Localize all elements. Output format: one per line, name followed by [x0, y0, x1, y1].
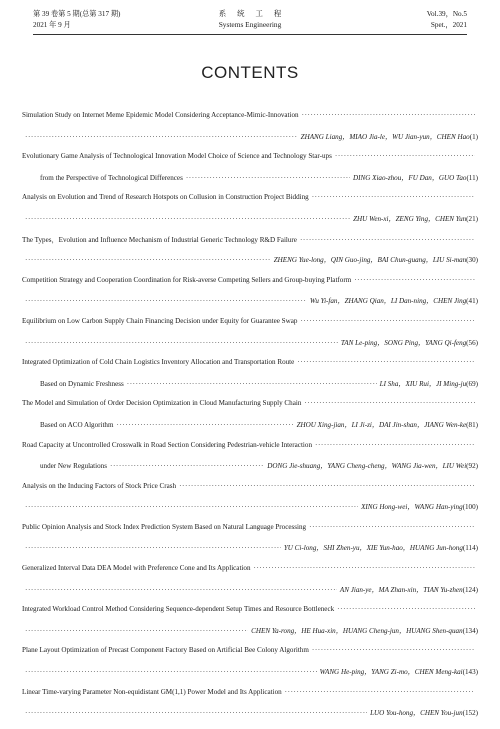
table-of-contents — [22, 111, 478, 729]
article-title: Plane Layout Optimization of Precast Component Factory Based on Artificial Bee Colony Algorithm — [22, 646, 309, 655]
page-number: (114) — [462, 544, 478, 553]
article-title: Competition Strategy and Cooperation Coordination for Risk-averse Competing Sellers and Group-buying Platform — [22, 275, 352, 284]
dot-leader — [312, 646, 475, 654]
toc-author-line — [22, 626, 478, 647]
page-number: (21) — [466, 214, 478, 223]
toc-entry[interactable] — [22, 111, 478, 152]
toc-entry[interactable] — [22, 193, 478, 234]
toc-author-line — [22, 543, 478, 564]
article-authors: TAN Le-ping，SONG Ping，YANG Qi-feng — [340, 338, 467, 347]
page-number: (143) — [462, 668, 478, 677]
toc-author-line — [22, 585, 478, 606]
dot-leader — [25, 339, 338, 347]
toc-entry[interactable] — [22, 441, 478, 482]
article-title: Integrated Optimization of Cold Chain Logistics Inventory Allocation and Transportation Route — [22, 358, 295, 367]
article-title: Equilibrium on Low Carbon Supply Chain Financing Decision under Equity for Guarantee Swap — [22, 316, 298, 325]
article-title-continuation: Based on Dynamic Freshness — [40, 379, 124, 388]
toc-author-line — [22, 708, 478, 729]
article-title: Linear Time-varying Parameter Non-equidistant GM(1,1) Power Model and Its Application — [22, 687, 282, 696]
dot-leader — [312, 193, 475, 201]
article-title: The Model and Simulation of Order Decision Optimization in Cloud Manufacturing Supply Chain — [22, 399, 302, 408]
dot-leader — [254, 564, 476, 572]
header-rule — [33, 34, 467, 35]
dot-leader — [110, 462, 264, 470]
page-number: (134) — [462, 626, 478, 635]
toc-entry[interactable] — [22, 152, 478, 193]
toc-entry[interactable] — [22, 358, 478, 399]
toc-title-line — [22, 399, 478, 420]
toc-entry[interactable] — [22, 482, 478, 523]
article-title: Evolutionary Game Analysis of Technological Innovation Model Choice of Science and Technology Star-ups — [22, 152, 332, 161]
page-number: (124) — [462, 585, 478, 594]
article-authors: WANG He-ping，YANG Zi-mo，CHEN Meng-kai — [319, 668, 463, 677]
dot-leader — [186, 174, 350, 182]
toc-title-line — [22, 688, 478, 709]
toc-author-line — [22, 420, 478, 441]
article-authors: LUO You-hong，CHEN You-jun — [370, 709, 463, 718]
page-number: (1) — [469, 132, 478, 141]
header-right — [427, 9, 467, 30]
toc-author-line — [22, 173, 478, 194]
toc-author-line — [22, 214, 478, 235]
page-number: (56) — [466, 338, 478, 347]
article-authors: XING Hong-wei，WANG Han-ying — [361, 503, 463, 512]
dot-leader — [179, 482, 475, 490]
toc-author-line — [22, 132, 478, 153]
page-number: (30) — [466, 256, 478, 265]
article-authors: ZHOU Xing-jian，LI Ji-zi，DAI Jin-shan，JIANG Wen-ke — [296, 420, 467, 429]
dot-leader — [127, 380, 377, 388]
toc-entry[interactable] — [22, 399, 478, 440]
dot-leader — [25, 709, 367, 717]
page-number: (152) — [462, 709, 478, 718]
toc-entry[interactable] — [22, 276, 478, 317]
dot-leader — [25, 297, 307, 305]
dot-leader — [304, 399, 475, 407]
page-number: (69) — [466, 379, 478, 388]
article-authors: CHEN Ya-rong，HE Hua-xin，HUANG Cheng-jun，HUANG Shen-quan — [251, 626, 463, 635]
article-title: Integrated Workload Control Method Considering Sequence-dependent Setup Times and Resource Bottleneck — [22, 605, 335, 614]
toc-title-line — [22, 152, 478, 173]
article-authors: DONG Jie-shuang，YANG Cheng-cheng，WANG Jia-wen，LIU Wei — [267, 462, 467, 471]
contents-title: CONTENTS — [201, 63, 299, 82]
page-number: (11) — [466, 173, 478, 182]
article-authors: Wu Yi-fan，ZHANG Qian，LI Dan-ning，CHEN Jing — [309, 297, 467, 306]
dot-leader — [315, 441, 475, 449]
dot-leader — [25, 256, 271, 264]
article-authors: ZHANG Liang，MIAO Jia-le，WU Jian-yun，CHEN Hao — [300, 132, 470, 141]
page-header — [33, 9, 467, 37]
toc-author-line — [22, 667, 478, 688]
article-authors: ZHENG Yue-long，QIN Guo-jing，BAI Chun-guang，LIU Si-man — [273, 256, 467, 265]
dot-leader — [300, 236, 475, 244]
page-number: (41) — [466, 297, 478, 306]
dot-leader — [25, 544, 281, 552]
dot-leader — [25, 586, 337, 594]
dot-leader — [25, 668, 317, 676]
article-title: Simulation Study on Internet Meme Epidemic Model Considering Acceptance-Mimic-Innovation — [22, 111, 299, 119]
toc-title-line — [22, 235, 478, 256]
article-title: The Types，Evolution and Influence Mechanism of Industrial Generic Technology R&D Failure — [22, 235, 297, 244]
toc-title-line — [22, 276, 478, 297]
article-authors: ZHU Wen-xi，ZENG Ying，CHEN Yun — [353, 214, 467, 223]
toc-author-line — [22, 296, 478, 317]
toc-title-line — [22, 646, 478, 667]
dot-leader — [25, 503, 358, 511]
toc-title-line — [22, 358, 478, 379]
dot-leader — [25, 133, 298, 141]
article-authors: LI Sha，XIU Rui，JI Ming-ju — [379, 379, 467, 388]
dot-leader — [300, 317, 475, 325]
dot-leader — [285, 688, 475, 696]
journal-issue: 第 39 卷第 5 期(总第 317 期) — [33, 10, 121, 18]
toc-entry[interactable] — [22, 564, 478, 605]
volume-date: Spet.，2021 — [430, 20, 467, 29]
toc-entry[interactable] — [22, 646, 478, 687]
article-title-continuation: from the Perspective of Technological Differences — [40, 173, 183, 182]
toc-author-line — [22, 502, 478, 523]
toc-author-line — [22, 379, 478, 400]
page-number: (81) — [466, 420, 478, 429]
toc-author-line — [22, 338, 478, 359]
toc-author-line — [22, 255, 478, 276]
toc-author-line — [22, 461, 478, 482]
dot-leader — [25, 215, 350, 223]
article-title: Public Opinion Analysis and Stock Index Prediction System Based on Natural Language Processing — [22, 522, 307, 531]
toc-entry[interactable] — [22, 317, 478, 358]
journal-date: 2021 年 9 月 — [33, 20, 71, 29]
journal-name-cn: 系统工程 — [218, 9, 293, 18]
dot-leader — [25, 627, 248, 635]
toc-entry[interactable] — [22, 523, 478, 564]
dot-leader — [302, 111, 475, 119]
dot-leader — [297, 358, 475, 366]
toc-title-line — [22, 482, 478, 503]
toc-entry[interactable] — [22, 235, 478, 276]
toc-title-line — [22, 111, 478, 132]
dot-leader — [117, 421, 294, 429]
toc-entry[interactable] — [22, 688, 478, 729]
article-authors: YU Ci-long，SHI Zhen-yu，XIE Yun-hao，HUANG Jun-hong — [283, 544, 463, 553]
article-title: Analysis on Evolution and Trend of Research Hotspots on Collusion in Construction Project Bidding — [22, 193, 309, 202]
header-center — [33, 9, 467, 30]
dot-leader — [309, 523, 475, 531]
article-title-continuation: under New Regulations — [40, 462, 107, 471]
toc-title-line — [22, 193, 478, 214]
article-title: Analysis on the Inducing Factors of Stock Price Crash — [22, 481, 177, 490]
toc-entry[interactable] — [22, 605, 478, 646]
article-title: Road Capacity at Uncontrolled Crosswalk in Road Section Considering Pedestrian-vehicle Interaction — [22, 440, 312, 449]
journal-name-en: Systems Engineering — [218, 19, 282, 29]
dot-leader — [335, 152, 475, 160]
page-number: (100) — [462, 503, 478, 512]
toc-title-line — [22, 564, 478, 585]
article-title: Generalized Interval Data DEA Model with Preference Cone and Its Application — [22, 564, 251, 573]
toc-title-line — [22, 441, 478, 462]
toc-title-line — [22, 317, 478, 338]
dot-leader — [337, 605, 475, 613]
article-authors: DING Xiao-zhou，FU Dan，GUO Tao — [353, 173, 467, 182]
dot-leader — [354, 276, 475, 284]
article-authors: AN Jian-ye，MA Zhan-xin，TIAN Yu-zhen — [339, 585, 463, 594]
article-title-continuation: Based on ACO Algorithm — [40, 420, 114, 429]
toc-title-line — [22, 523, 478, 544]
toc-title-line — [22, 605, 478, 626]
volume-number: Vol.39，No.5 — [426, 10, 467, 18]
page-number: (92) — [466, 462, 478, 471]
